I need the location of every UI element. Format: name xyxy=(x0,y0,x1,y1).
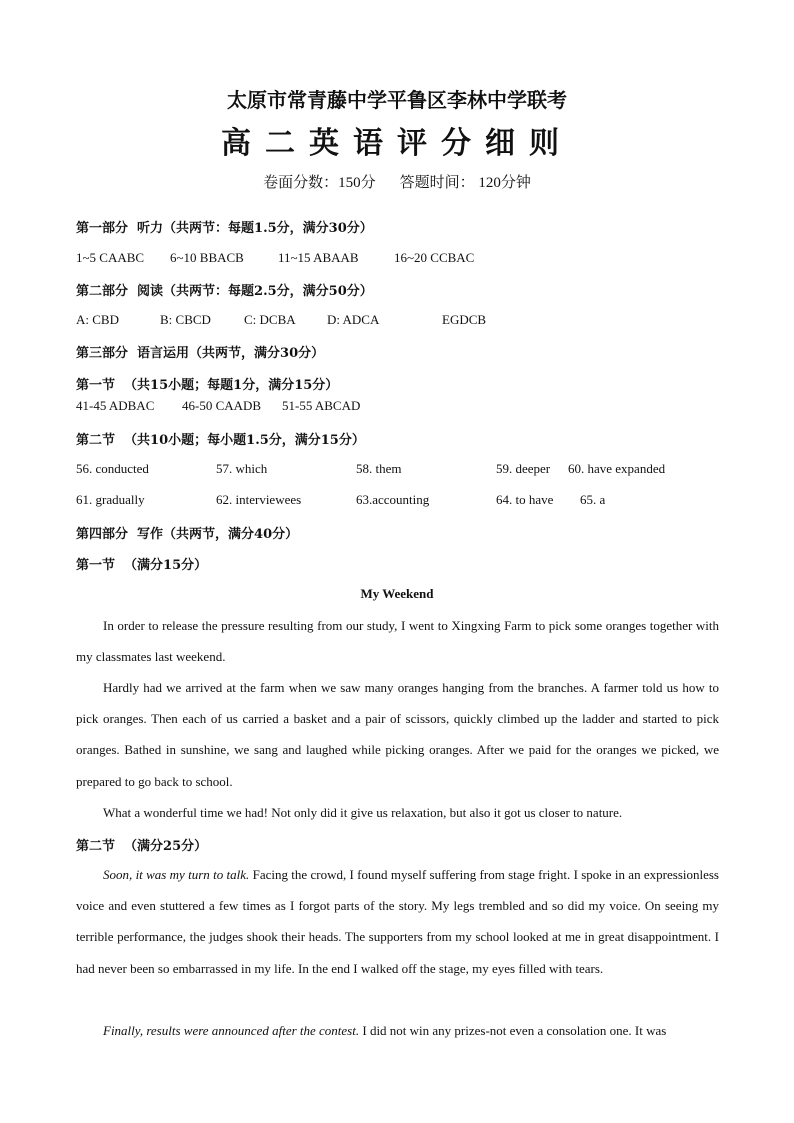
essay-paragraph: In order to release the pressure resulting from our study, I went to Xingxing Farm to pick some oranges together with my classmates last weekend. xyxy=(76,618,719,665)
part3-section1-answers xyxy=(76,398,736,416)
part4-section2-heading: 第二节 （满分25分） xyxy=(76,839,208,854)
answer-item: 63.accounting xyxy=(356,492,430,507)
score-label: 卷面分数：150分 xyxy=(263,175,376,191)
answer-group: B: CBCD xyxy=(160,312,211,327)
part4-section1-heading: 第一节 （满分15分） xyxy=(76,558,208,573)
answer-item: 62. interviewees xyxy=(216,492,302,507)
answer-item: 57. which xyxy=(216,461,268,476)
answer-item: 64. to have xyxy=(496,492,554,507)
answer-group: C: DCBA xyxy=(244,312,296,327)
essay-title: My Weekend xyxy=(360,586,434,601)
school-title: 太原市常青藤中学平鲁区李林中学联考 xyxy=(227,88,567,112)
time-label: 答题时间： xyxy=(399,175,475,191)
time-value: 120分钟 xyxy=(478,175,531,191)
part4-heading: 第四部分 写作（共两节，满分40分） xyxy=(76,527,299,542)
part3-section2-heading: 第二节 （共10小题；每小题1.5分，满分15分） xyxy=(76,433,365,448)
answer-group: 51-55 ABCAD xyxy=(282,398,361,413)
answer-item: 60. have expanded xyxy=(568,461,666,476)
paragraph-lead-sentence: Finally, results were announced after the contest. xyxy=(103,1023,360,1038)
answer-item: 65. a xyxy=(580,492,606,507)
part1-heading: 第一部分 听力（共两节：每题1.5分，满分30分） xyxy=(76,221,373,236)
continuation-paragraph xyxy=(76,859,719,984)
answer-group: 41-45 ADBAC xyxy=(76,398,155,413)
part3-heading: 第三部分 语言运用（共两节，满分30分） xyxy=(76,346,325,361)
part3-section1-heading: 第一节 （共15小题；每题1分，满分15分） xyxy=(76,378,339,393)
answer-group: EGDCB xyxy=(442,312,487,327)
essay-paragraph: Hardly had we arrived at the farm when we saw many oranges hanging from the branches. A farmer told us how to pick oranges. Then each of us carried a basket and a pair of scissors, quickly climbed up the ladder and started to pick oranges. Bathed in sunshine, we sang and laughed while picking oranges. After we paid for the oranges we picked, we prepared to go back to school. xyxy=(76,680,719,789)
part3-section2-row1 xyxy=(76,461,736,479)
continuation-paragraph xyxy=(76,1015,719,1046)
answer-item: 56. conducted xyxy=(76,461,149,476)
essay-paragraph: What a wonderful time we had! Not only did it give us relaxation, but also it got us closer to nature. xyxy=(103,805,623,820)
answer-group: 16~20 CCBAC xyxy=(394,250,475,265)
answer-item: 61. gradually xyxy=(76,492,145,507)
part2-answers xyxy=(76,312,736,330)
document-title: 高二英语评分细则 xyxy=(221,126,573,161)
answer-group: 1~5 CAABC xyxy=(76,250,145,265)
answer-item: 58. them xyxy=(356,461,402,476)
answer-group: 11~15 ABAAB xyxy=(278,250,359,265)
paragraph-lead-sentence: Soon, it was my turn to talk. xyxy=(103,867,250,882)
answer-group: A: CBD xyxy=(76,312,119,327)
exam-info xyxy=(0,171,794,192)
part3-section2-row2 xyxy=(76,492,736,510)
part2-heading: 第二部分 阅读（共两节：每题2.5分，满分50分） xyxy=(76,284,373,299)
answer-group: 6~10 BBACB xyxy=(170,250,244,265)
part1-answers xyxy=(76,250,736,268)
answer-group: D: ADCA xyxy=(327,312,380,327)
paragraph-text: Facing the crowd, I found myself suffering from stage fright. I spoke in an expressionless voice and even stuttered a few times as I forgot parts of the story. My legs trembled and so did my voice. On seeing my terrible performance, the judges shook their heads. The supporters from my school looked at me in great disappointment. I had never been so embarrassed in my life. In the end I walked off the stage, my eyes filled with tears. xyxy=(76,867,719,976)
answer-item: 59. deeper xyxy=(496,461,551,476)
answer-group: 46-50 CAADB xyxy=(182,398,262,413)
paragraph-text: I did not win any prizes-not even a consolation one. It was xyxy=(359,1023,667,1038)
